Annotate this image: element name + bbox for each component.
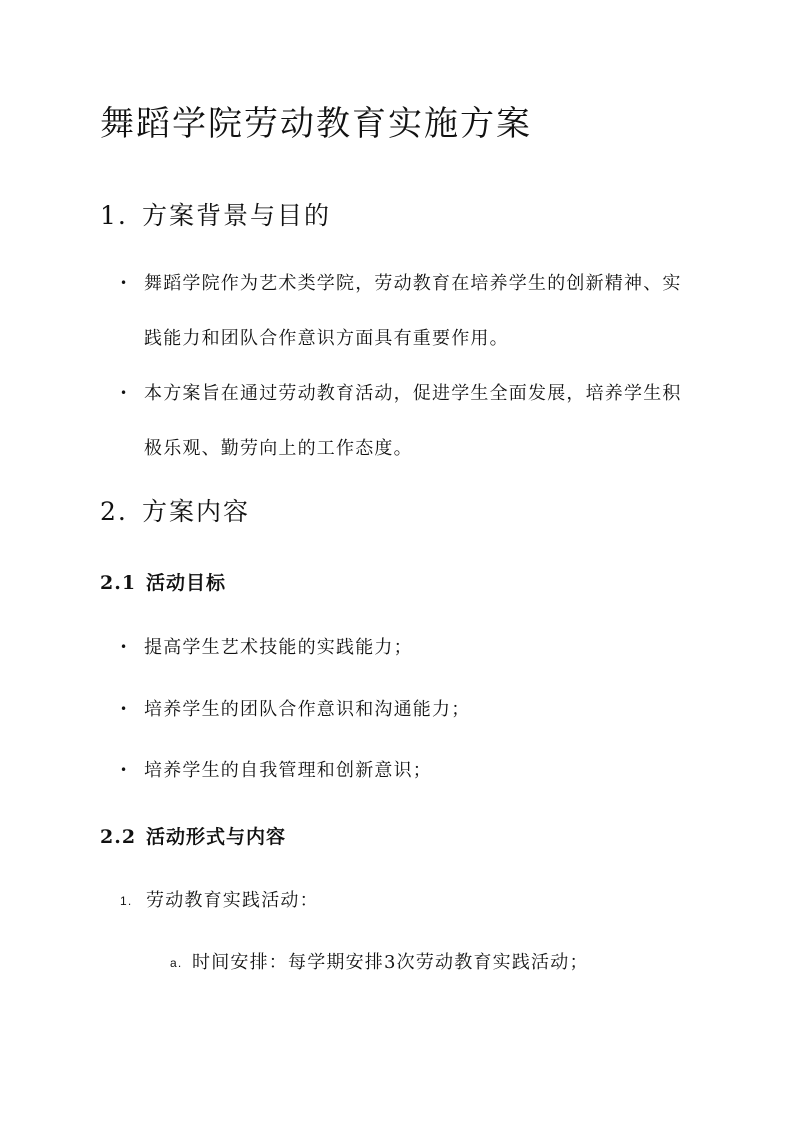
subsection-number: 2.1: [100, 572, 137, 594]
list-marker: 1.: [120, 894, 133, 908]
list-item-text: 提高学生艺术技能的实践能力；: [144, 637, 413, 658]
list-item: [120, 682, 690, 737]
subsection-number: 2.2: [100, 826, 137, 848]
ordered-item-text: 时间安排：每学期安排3次劳动教育实践活动；: [192, 952, 589, 973]
bullet-icon: •: [120, 763, 129, 777]
section-number: 2.: [100, 497, 128, 526]
list-item: [120, 743, 690, 798]
section-heading: [100, 196, 331, 232]
list-item: [120, 256, 690, 366]
list-item-text: 培养学生的团队合作意识和沟通能力；: [144, 699, 471, 720]
ordered-list-item: [120, 886, 319, 912]
bullet-icon: •: [120, 386, 129, 400]
section-number: 1.: [100, 201, 128, 230]
list-marker: a.: [170, 956, 183, 970]
bullet-icon: •: [120, 276, 129, 290]
list-item: [120, 620, 690, 675]
ordered-item-text: 劳动教育实践活动：: [146, 890, 319, 911]
list-item-text: 培养学生的自我管理和创新意识；: [144, 760, 432, 781]
subsection-heading: [100, 568, 226, 595]
subsection-title: 活动目标: [146, 572, 227, 594]
section-title: 方案内容: [142, 497, 251, 526]
ordered-sublist-item: [170, 948, 589, 974]
list-item: [120, 366, 690, 476]
section-title: 方案背景与目的: [142, 201, 332, 230]
subsection-heading: [100, 822, 286, 849]
list-item-text: 舞蹈学院作为艺术类学院，劳动教育在培养学生的创新精神、实践能力和团队合作意识方面具有重要作用。: [144, 273, 682, 349]
list-item-text: 本方案旨在通过劳动教育活动，促进学生全面发展，培养学生积极乐观、勤劳向上的工作态度。: [144, 383, 682, 459]
subsection-title: 活动形式与内容: [146, 826, 287, 848]
bullet-icon: •: [120, 640, 129, 654]
page-title: 舞蹈学院劳动教育实施方案: [100, 104, 532, 144]
bullet-icon: •: [120, 702, 129, 716]
section-heading: [100, 492, 250, 528]
